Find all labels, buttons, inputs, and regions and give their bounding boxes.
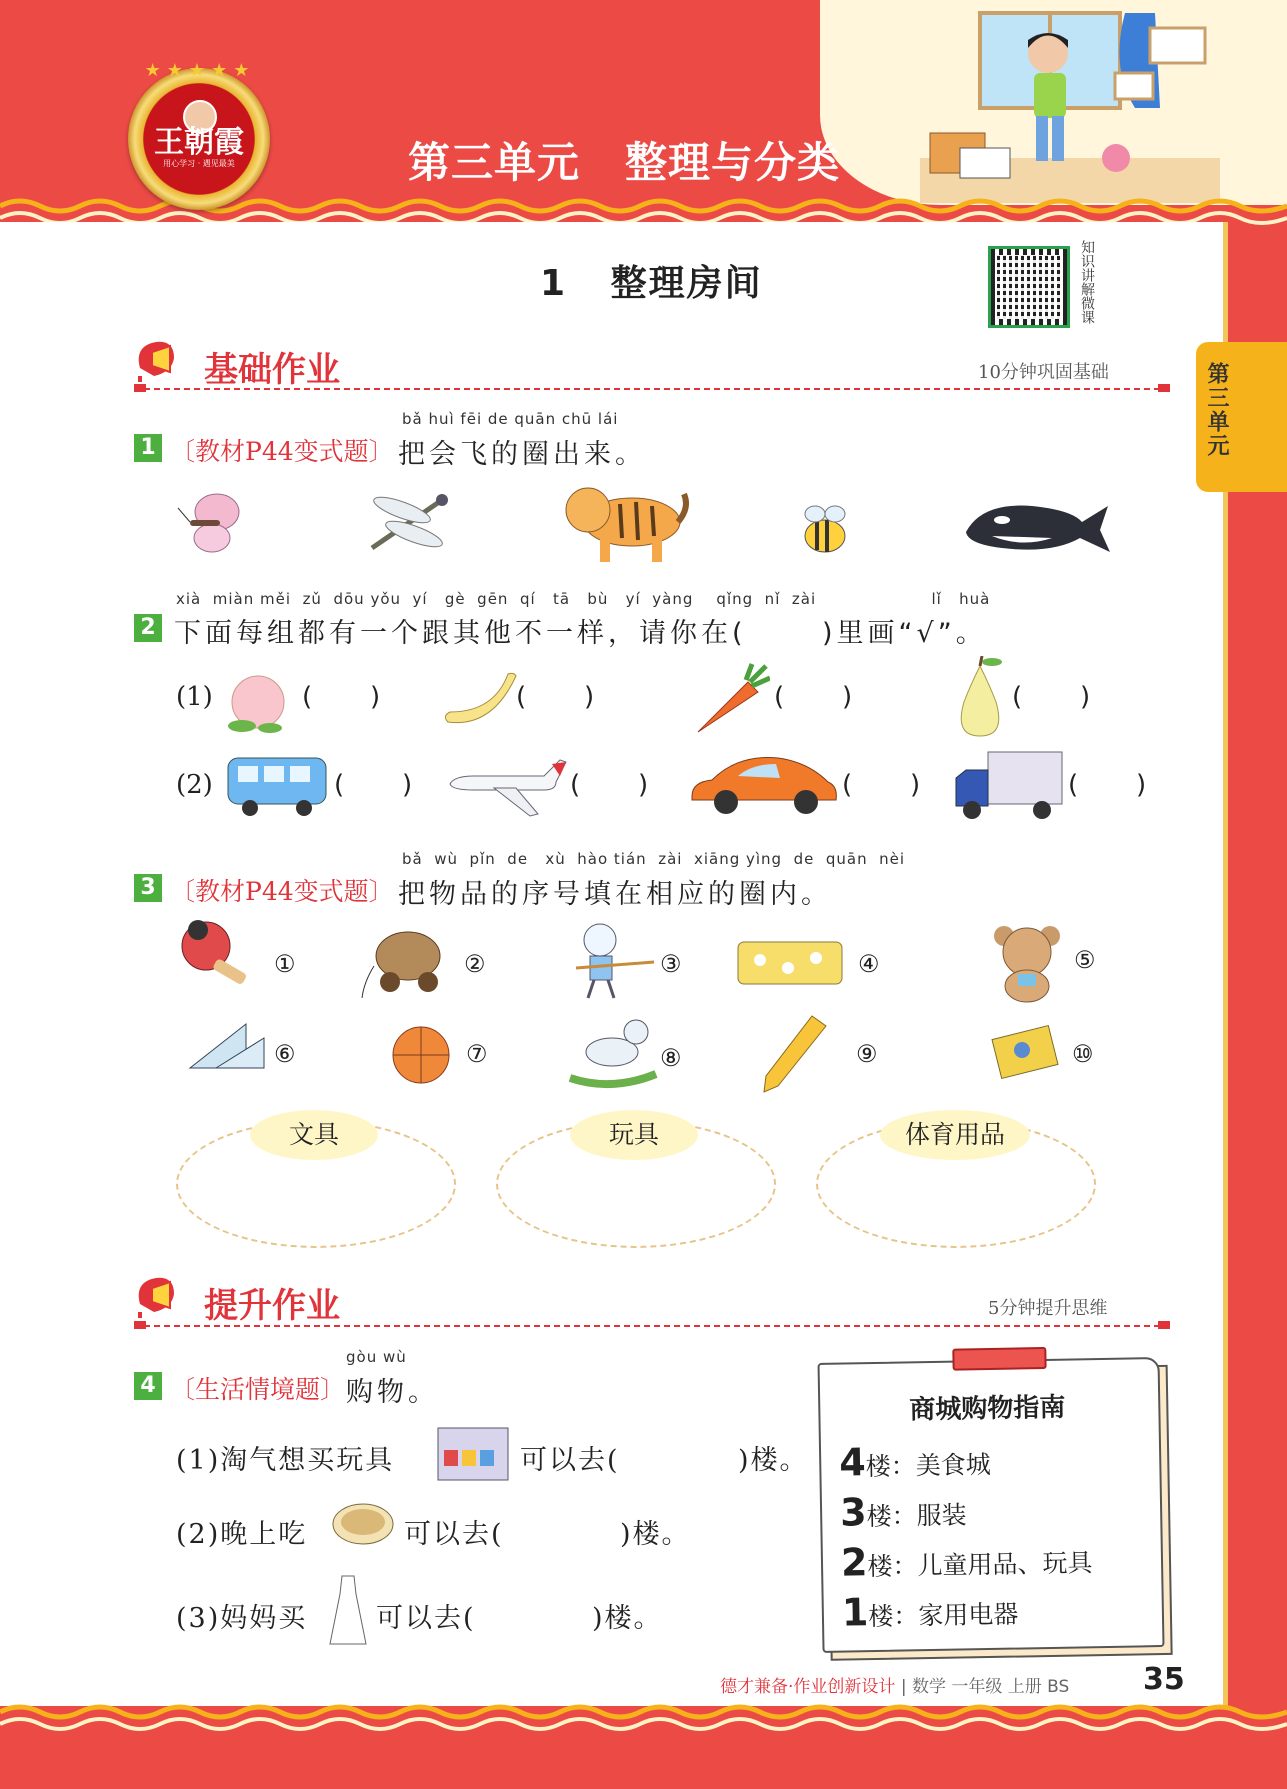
q4-line-1-end[interactable]: )楼。 (738, 1445, 809, 1476)
set-square-ruler-image[interactable] (186, 1020, 268, 1072)
q2-answer-2-3[interactable]: ( ) (842, 770, 921, 800)
q4-line-3-text: (3)妈妈买 (176, 1603, 308, 1634)
qr-label: 知识讲解微课 (1079, 240, 1095, 324)
basketball-image[interactable] (390, 1024, 452, 1086)
q3-item-label-4: ④ (858, 950, 880, 978)
q3-number: 3 (134, 874, 162, 902)
q3-item-label-7: ⑦ (466, 1040, 488, 1068)
teddy-bear-image[interactable] (990, 922, 1064, 1004)
whale-image[interactable] (962, 492, 1112, 564)
q4-line-2-text: (2)晚上吃 (176, 1519, 308, 1550)
category-label-stationery: 文具 (250, 1110, 378, 1160)
q2-answer-1-1[interactable]: ( ) (302, 682, 381, 712)
divider-end-left (134, 384, 146, 392)
airplane-image[interactable] (444, 754, 568, 818)
q4-line-1-mid: 可以去( (520, 1445, 620, 1476)
unit-side-tab-label: 第三单元 (1204, 362, 1229, 458)
megaphone-icon (134, 1274, 184, 1318)
mall-guide-row: 2楼：儿童用品、玩具 (840, 1540, 1093, 1585)
q2-answer-1-2[interactable]: ( ) (516, 682, 595, 712)
tiger-image[interactable] (560, 478, 690, 564)
mall-guide-row: 3楼：服装 (839, 1490, 967, 1535)
section-basic-divider (134, 388, 1170, 390)
q3-item-label-6: ⑥ (274, 1040, 296, 1068)
q1-pinyin: bǎ huì fēi de quān chū lái (402, 410, 619, 428)
mall-guide-row: 1楼：家用电器 (841, 1590, 1019, 1635)
section-basic-title: 基础作业 (204, 350, 340, 390)
footer-brand: 德才兼备·作业创新设计 (720, 1677, 896, 1697)
q3-item-label-3: ③ (660, 950, 682, 978)
unit-title (408, 130, 840, 190)
q2-answer-1-4[interactable]: ( ) (1012, 682, 1091, 712)
pencil-sharpener-image[interactable] (990, 1018, 1062, 1084)
noodle-bowl-image[interactable] (330, 1500, 396, 1550)
ping-pong-paddles-image[interactable] (176, 918, 258, 986)
bee-image[interactable] (795, 500, 855, 560)
mall-guide-title: 商城购物指南 (909, 1392, 1066, 1426)
q4-number: 4 (134, 1372, 162, 1400)
q2-answer-2-4[interactable]: ( ) (1068, 770, 1147, 800)
rocking-horse-image[interactable] (566, 1012, 660, 1090)
bus-image[interactable] (224, 752, 330, 818)
category-label-toys: 玩具 (570, 1110, 698, 1160)
q2-answer-2-1[interactable]: ( ) (334, 770, 413, 800)
qr-code-icon[interactable] (988, 246, 1070, 328)
dragonfly-image[interactable] (362, 488, 458, 558)
category-label-sports: 体育用品 (880, 1110, 1030, 1160)
q3-item-label-2: ② (464, 950, 486, 978)
q1-text: 把会飞的圈出来。 (398, 439, 646, 470)
boy-room-illustration (920, 8, 1220, 203)
logo-stars-icon: ★★★★★ (144, 60, 256, 81)
logo-tagline: 用心学习 · 遇见最美 (163, 159, 235, 168)
logo-name: 王朝霞 (154, 125, 244, 160)
megaphone-icon (134, 338, 184, 382)
car-image[interactable] (688, 752, 840, 818)
q4-pinyin: gòu wù (346, 1348, 407, 1366)
q1-tag: 〔教材P44变式题〕 (170, 437, 394, 466)
carrot-image[interactable] (688, 662, 770, 736)
clip-icon (952, 1347, 1046, 1371)
lesson-title: 1 整理房间 (540, 263, 763, 304)
q4-line-2-mid: 可以去( (404, 1519, 504, 1550)
q2-number: 2 (134, 614, 162, 642)
section-advance-note: 5分钟提升思维 (988, 1298, 1108, 1319)
q1-number: 1 (134, 434, 162, 462)
q3-item-label-5: ⑤ (1074, 946, 1096, 974)
q4-line-2-end[interactable]: )楼。 (620, 1519, 691, 1550)
q2-pinyin: xià miàn měi zǔ dōu yǒu yí gè gēn qí tā bù yí yàng qǐng nǐ zài lǐ huà (176, 590, 991, 608)
page-number: 35 (1143, 1662, 1185, 1697)
section-advance-divider (134, 1325, 1170, 1327)
q3-item-label-9: ⑨ (856, 1040, 878, 1068)
mall-guide-card (818, 1357, 1163, 1651)
footer-meta: | 数学 一年级 上册 BS (900, 1677, 1070, 1697)
hedgehog-toy-image[interactable] (360, 922, 450, 1002)
banana-image[interactable] (442, 668, 522, 730)
q2-group1-label: (1) (176, 682, 213, 712)
divider-end-left (134, 1321, 146, 1329)
q3-text: 把物品的序号填在相应的圈内。 (398, 879, 832, 910)
unit-side-tab[interactable] (1196, 342, 1287, 492)
q4-text: 购物。 (346, 1377, 439, 1408)
peach-image[interactable] (222, 668, 292, 736)
footer-text (720, 1672, 1069, 1697)
section-advance-title: 提升作业 (204, 1286, 340, 1326)
butterfly-image[interactable] (172, 490, 262, 560)
q4-tag: 〔生活情境题〕 (170, 1375, 346, 1404)
mall-guide-row: 4楼：美食城 (838, 1440, 992, 1485)
divider-end-right (1158, 384, 1170, 392)
pear-image[interactable] (950, 656, 1010, 740)
q2-group2-label: (2) (176, 770, 213, 800)
q2-answer-1-3[interactable]: ( ) (774, 682, 853, 712)
q4-line-3-end[interactable]: )楼。 (592, 1603, 663, 1634)
q4-line-3-mid: 可以去( (376, 1603, 476, 1634)
q3-item-label-8: ⑧ (660, 1044, 682, 1072)
q3-item-label-1: ① (274, 950, 296, 978)
q3-tag: 〔教材P44变式题〕 (170, 877, 394, 906)
footer-wave-border (0, 1700, 1287, 1734)
unit-topic: 整理与分类 (625, 138, 841, 187)
q4-line-1-text: (1)淘气想买玩具 (176, 1445, 395, 1476)
jump-rope-kid-image[interactable] (570, 918, 656, 1002)
q2-text: 下面每组都有一个跟其他不一样，请你在( )里画“√”。 (174, 618, 987, 649)
q3-pinyin: bǎ wù pǐn de xù hào tián zài xiāng yìng de quān nèi (402, 850, 906, 868)
pencil-case-image[interactable] (734, 938, 846, 988)
divider-end-right (1158, 1321, 1170, 1329)
section-basic-note: 10分钟巩固基础 (978, 362, 1109, 383)
toy-shelf-image[interactable] (434, 1420, 512, 1484)
q2-answer-2-2[interactable]: ( ) (570, 770, 649, 800)
dress-image[interactable] (328, 1572, 368, 1648)
pencil-image[interactable] (760, 1012, 830, 1094)
q3-item-label-10: ⑩ (1072, 1040, 1094, 1068)
truck-image[interactable] (952, 748, 1064, 822)
unit-number: 第三单元 (408, 138, 581, 187)
